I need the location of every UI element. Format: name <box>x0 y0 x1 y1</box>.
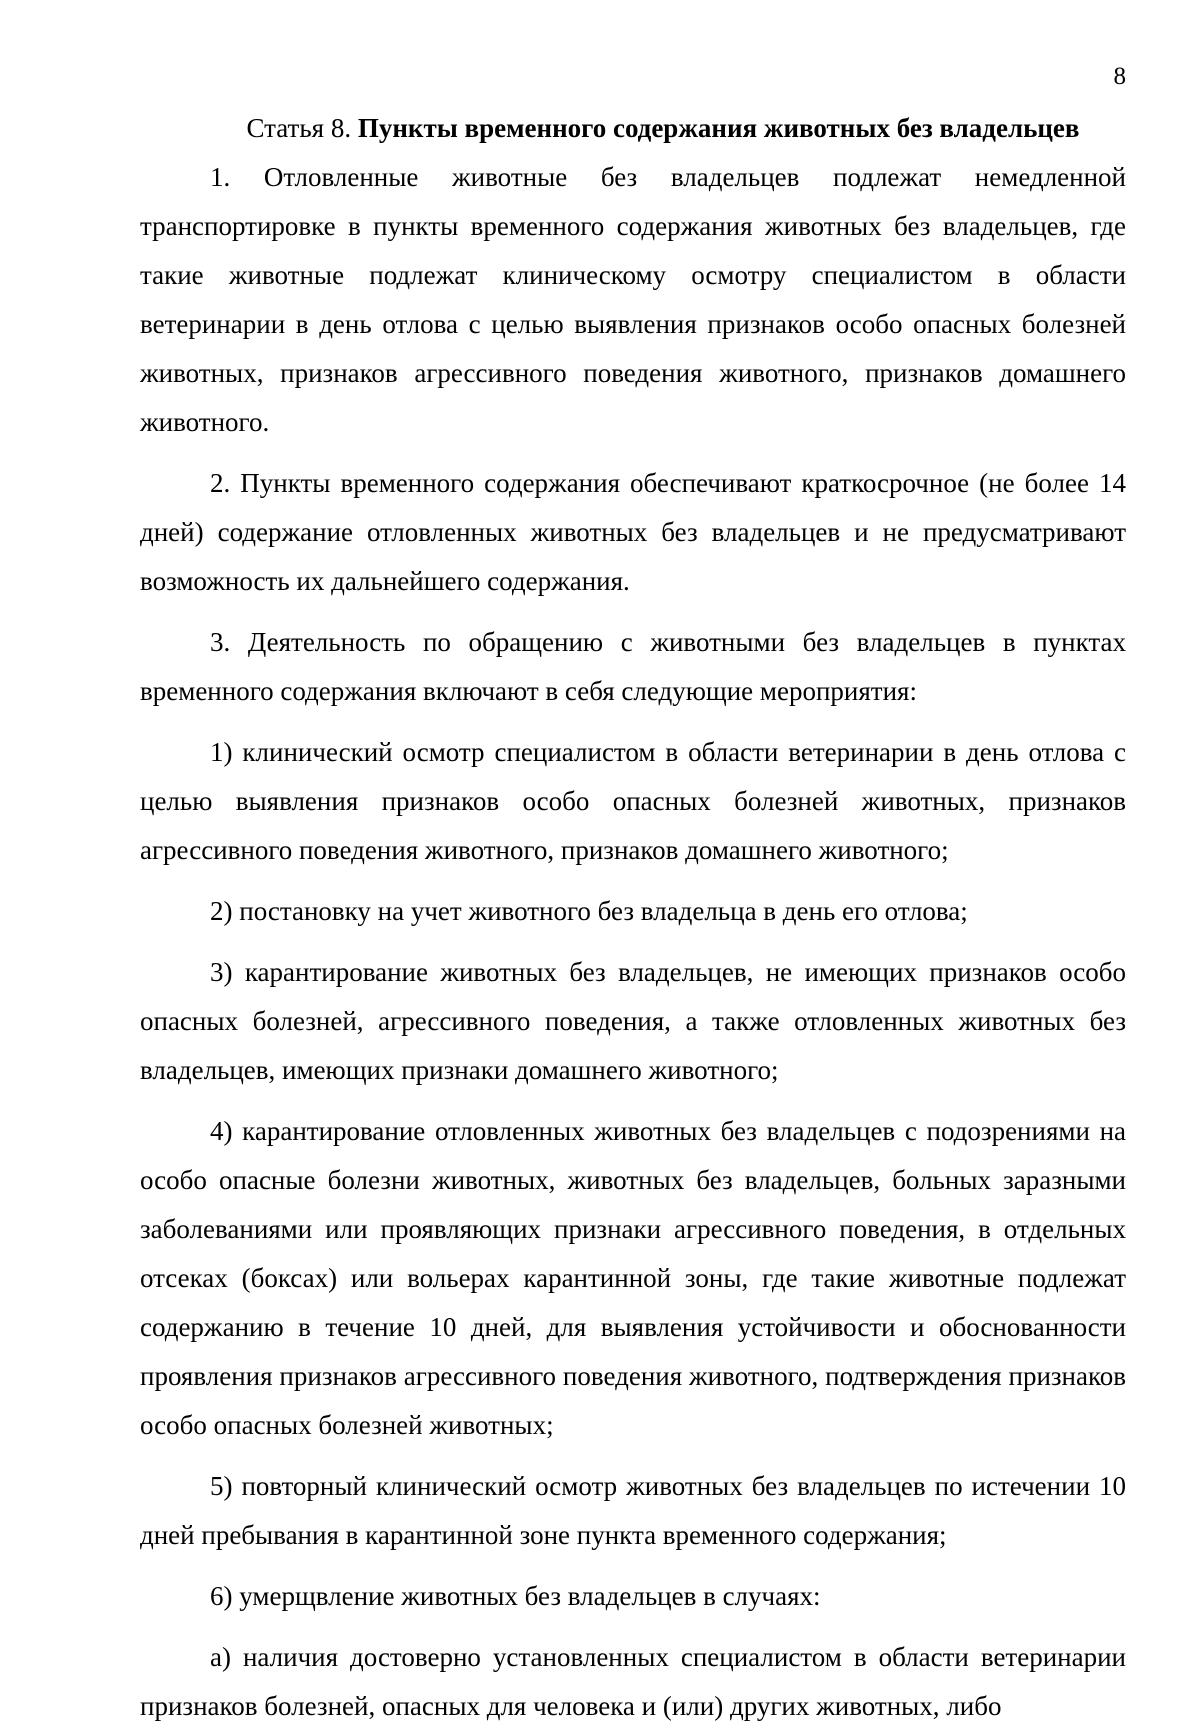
document-body <box>140 104 1126 1731</box>
paragraph-1: 1. Отловленные животные без владельцев подлежат немедленной транспортировке в пункты временного содержания животных без владельцев, где такие животные подлежат клиническому осмотру специалистом в области ветеринарии в день отлова с целью выявления признаков особо опасных болезней животных, признаков агрессивного поведения животного, признаков домашнего животного. <box>140 162 1126 437</box>
list-item-1: 1) клинический осмотр специалистом в области ветеринарии в день отлова с целью выявления признаков особо опасных болезней животных, признаков агрессивного поведения животного, признаков домашнего животного; <box>140 737 1126 865</box>
paragraph-3: 3. Деятельность по обращению с животными без владельцев в пунктах временного содержания включают в себя следующие мероприятия: <box>140 627 1126 706</box>
article-heading <box>140 104 1126 153</box>
list-item-4: 4) карантирование отловленных животных без владельцев с подозрениями на особо опасные болезни животных, животных без владельцев, больных заразными заболеваниями или проявляющих признаки агрессивного поведения, в отдельных отсеках (боксах) или вольерах карантинной зоны, где такие животные подлежат содержанию в течение 10 дней, для выявления устойчивости и обоснованности проявления признаков агрессивного поведения животного, подтверждения признаков особо опасных болезней животных; <box>140 1116 1126 1440</box>
list-item-3: 3) карантирование животных без владельцев, не имеющих признаков особо опасных болезней, агрессивного поведения, а также отловленных животных без владельцев, имеющих признаки домашнего животного; <box>140 957 1126 1085</box>
list-item-2: 2) постановку на учет животного без владельца в день его отлова; <box>210 896 968 926</box>
article-label: Статья 8. <box>246 113 352 143</box>
list-item-5: 5) повторный клинический осмотр животных без владельцев по истечении 10 дней пребывания в карантинной зоне пункта временного содержания; <box>140 1471 1126 1550</box>
sub-item-a: а) наличия достоверно установленных специалистом в области ветеринарии признаков болезней, опасных для человека и (или) других животных, либо <box>140 1642 1126 1721</box>
paragraph-2: 2. Пункты временного содержания обеспечивают краткосрочное (не более 14 дней) содержание отловленных животных без владельцев и не предусматривают возможность их дальнейшего содержания. <box>140 468 1126 596</box>
list-item-6: 6) умерщвление животных без владельцев в случаях: <box>210 1581 821 1611</box>
page-number: 8 <box>1113 63 1126 90</box>
article-title: Пункты временного содержания животных без владельцев <box>357 113 1080 143</box>
